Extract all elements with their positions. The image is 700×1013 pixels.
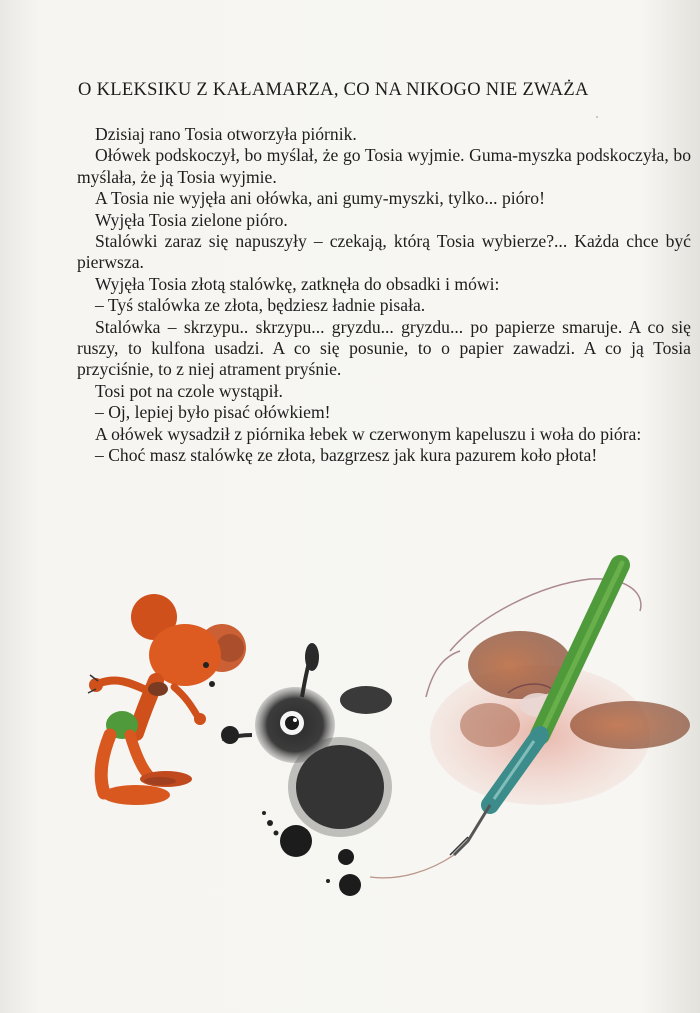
- paragraph: – Choć masz stalówkę ze złota, bazgrzesz jak kura pazurem koło płota!: [95, 445, 598, 466]
- paragraph: Ołówek podskoczył, bo myślał, że go Tosia wyjmie. Guma-myszka podskoczyła, bo myślała, że ją Tosia wyjmie.: [77, 145, 691, 187]
- paragraph: Wyjęła Tosia zielone pióro.: [95, 209, 288, 230]
- hand-with-pen-icon: [370, 563, 690, 878]
- print-speck: [596, 116, 598, 118]
- paragraph: A Tosia nie wyjęła ani ołówka, ani gumy-myszki, tylko... pióro!: [95, 188, 545, 209]
- story-title: O KLEKSIKU Z KAŁAMARZA, CO NA NIKOGO NIE ZWAŻA: [78, 80, 589, 100]
- paragraph: – Tyś stalówka ze złota, będziesz ładnie pisała.: [95, 295, 426, 316]
- paragraph: Dzisiaj rano Tosia otworzyła piórnik.: [95, 124, 357, 144]
- paragraph: A ołówek wysadził z piórnika łebek w czerwonym kapeluszu i woła do pióra:: [95, 423, 642, 444]
- story-text: [77, 124, 691, 467]
- paragraph: – Oj, lepiej było pisać ołówkiem!: [95, 402, 331, 423]
- paragraph: Wyjęła Tosia złotą stalówkę, zatknęła do obsadki i mówi:: [95, 273, 500, 294]
- eraser-mouse-icon: [88, 594, 246, 805]
- ink-blot-creature-icon: [221, 643, 392, 896]
- paragraph: Tosi pot na czole wystąpił.: [95, 380, 283, 401]
- paragraph: Stalówka – skrzypu.. skrzypu... gryzdu... gryzdu... po papierze smaruje. A co się ruszy, to kulfona usadzi. A co się posunie, to o papier zawadzi. A co ją Tosia przyciśnie, to z niej atrament pryśnie.: [77, 316, 691, 380]
- paragraph: Stalówki zaraz się napuszyły – czekają, którą Tosia wybierze?... Każda chce być pierwsza.: [77, 231, 691, 273]
- illustration: [70, 555, 700, 915]
